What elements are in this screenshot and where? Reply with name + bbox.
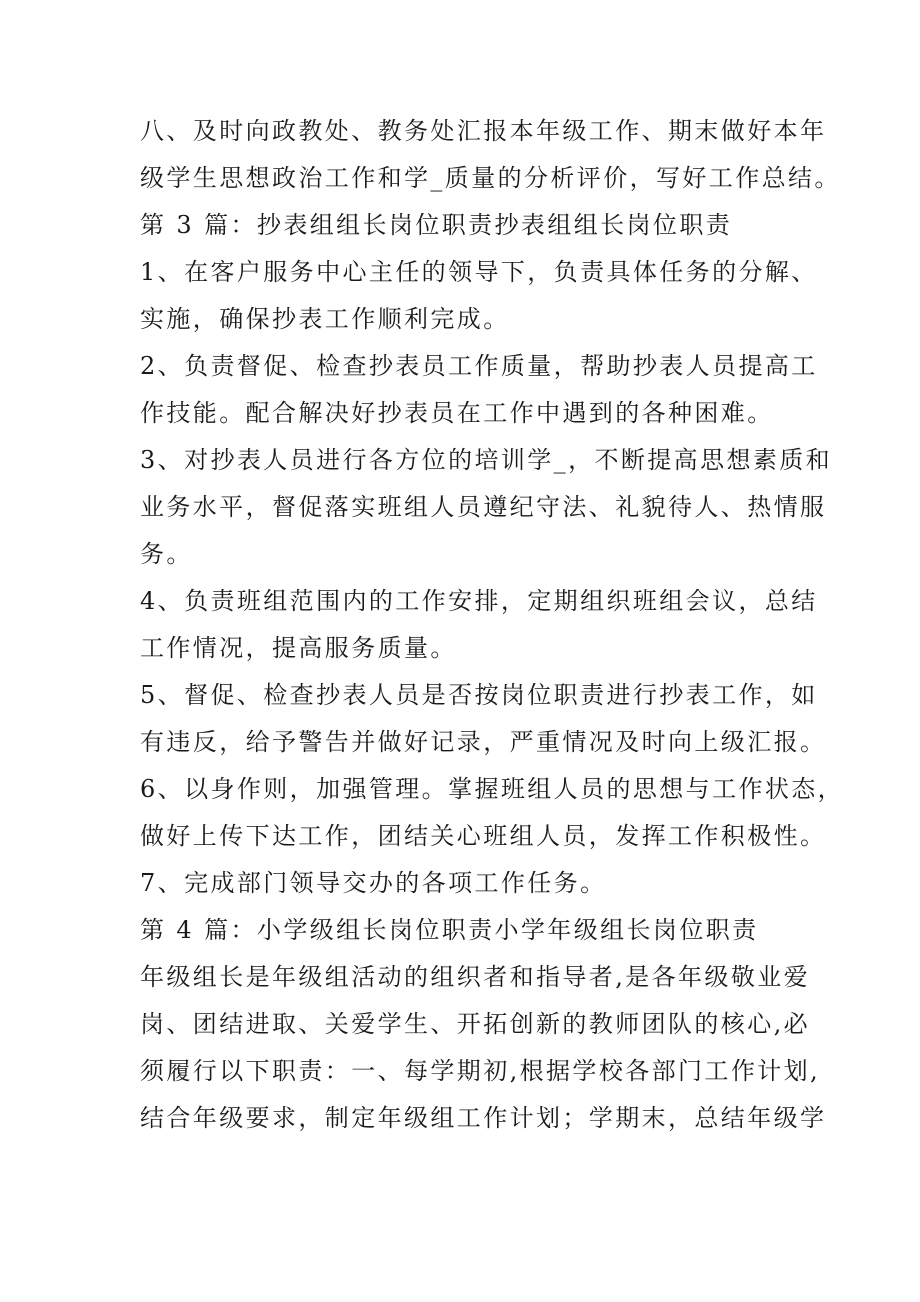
section-heading: 第 3 篇：抄表组组长岗位职责抄表组组长岗位职责 xyxy=(140,211,733,239)
text-line: 2、负责督促、检查抄表员工作质量，帮助抄表人员提高工 xyxy=(140,352,818,380)
text-line: 1、在客户服务中心主任的领导下，负责具体任务的分解、 xyxy=(140,258,818,286)
text-line: 务。 xyxy=(140,540,193,568)
text-line: 3、对抄表人员进行各方位的培训学_，不断提高思想素质和 xyxy=(140,446,833,474)
text-line: 4、负责班组范围内的工作安排，定期组织班组会议，总结 xyxy=(140,587,818,615)
text-line: 结合年级要求，制定年级组工作计划；学期末，总结年级学 xyxy=(140,1104,827,1132)
text-line: 业务水平，督促落实班组人员遵纪守法、礼貌待人、热情服 xyxy=(140,493,827,521)
text-line: 须履行以下职责：一、每学期初,根据学校各部门工作计划, xyxy=(140,1057,821,1085)
text-line: 工作情况，提高服务质量。 xyxy=(140,634,457,662)
text-line: 岗、团结进取、关爱学生、开拓创新的教师团队的核心,必 xyxy=(140,1010,811,1038)
text-line: 5、督促、检查抄表人员是否按岗位职责进行抄表工作，如 xyxy=(140,681,818,709)
text-line: 7、完成部门领导交办的各项工作任务。 xyxy=(140,869,607,897)
text-line: 有违反，给予警告并做好记录，严重情况及时向上级汇报。 xyxy=(140,728,827,756)
text-line: 八、及时向政教处、教务处汇报本年级工作、期末做好本年 xyxy=(140,117,827,145)
text-line: 级学生思想政治工作和学_质量的分析评价，写好工作总结。 xyxy=(140,164,841,192)
document-body xyxy=(140,108,845,1142)
text-line: 6、以身作则，加强管理。掌握班组人员的思想与工作状态， xyxy=(140,775,845,803)
section-heading: 第 4 篇：小学级组长岗位职责小学年级组长岗位职责 xyxy=(140,916,759,944)
text-line: 作技能。配合解决好抄表员在工作中遇到的各种困难。 xyxy=(140,399,774,427)
text-line: 做好上传下达工作，团结关心班组人员，发挥工作积极性。 xyxy=(140,822,827,850)
text-line: 年级组长是年级组活动的组织者和指导者,是各年级敬业爱 xyxy=(140,963,811,991)
text-line: 实施，确保抄表工作顺利完成。 xyxy=(140,305,510,333)
